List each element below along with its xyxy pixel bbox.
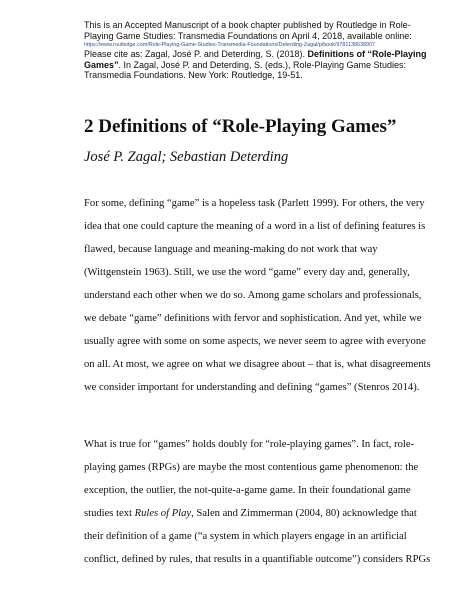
text-line: What is true for “games” holds doubly for “role-playing games”. In fact, role- xyxy=(84,439,415,450)
text-line: exception, the outlier, the not-quite-a-game game. In their foundational game xyxy=(84,485,411,496)
text-segment: , Salen and Zimmerman (2004, 80) acknowledge that xyxy=(191,508,417,519)
text-line: conflict, defined by rules, that results in a quantifiable outcome”) considers RPGs xyxy=(84,554,431,565)
text-line: For some, defining “game” is a hopeless task (Parlett 1999). For others, the very xyxy=(84,198,425,209)
accepted-manuscript-note xyxy=(84,20,427,81)
text-line: (Wittgenstein 1963). Still, we use the word “game” every day and, generally, xyxy=(84,267,410,278)
note-line: Playing Game Studies: Transmedia Foundations on April 4, 2018, available online: xyxy=(84,30,412,41)
text-line: understand each other when we do so. Among game scholars and professionals, xyxy=(84,290,422,301)
citation-line xyxy=(84,60,414,71)
publisher-link[interactable]: https://www.routledge.com/Role-Playing-Game-Studies-Transmedia-Foundations/Deterding-Zagal/p/book/9781138638907 xyxy=(84,42,375,48)
citation-line: Transmedia Foundations. New York: Routledge, 19-51. xyxy=(84,70,303,80)
text-line: idea that one could capture the meaning of a word in a list of defining features is xyxy=(84,221,426,232)
citation-title: Definitions of “Role-Playing xyxy=(307,49,427,59)
text-segment: studies text xyxy=(84,508,135,519)
note-line: This is an Accepted Manuscript of a book chapter published by Routledge in Role- xyxy=(84,20,411,30)
paragraph-1 xyxy=(84,192,431,399)
text-line: usually agree with some on some aspects, we never seem to agree with everyone xyxy=(84,336,426,347)
text-line: on all. At most, we agree on what we disagree about – that is, what disagreements xyxy=(84,359,431,370)
text-line xyxy=(84,502,417,525)
text-line: their definition of a game (“a system in which players engage in an artificial xyxy=(84,531,407,542)
citation-prefix: Please cite as: Zagal, José P. and Deterding, S. (2018). xyxy=(84,49,308,59)
book-title: Rules of Play xyxy=(134,508,192,519)
chapter-title: 2 Definitions of “Role-Playing Games” xyxy=(84,116,397,137)
text-line: we debate “game” definitions with fervor and sophistication. And yet, while we xyxy=(84,313,422,324)
chapter-authors: José P. Zagal; Sebastian Deterding xyxy=(84,149,289,165)
citation-title-end: Games” xyxy=(84,59,119,70)
text-line: flawed, because language and meaning-making do not work that way xyxy=(84,244,378,255)
text-line: we consider important for understanding and defining “games” (Stenros 2014). xyxy=(84,382,420,393)
citation-line xyxy=(84,49,427,60)
paragraph-2 xyxy=(84,433,431,571)
text-line: playing games (RPGs) are maybe the most contentious game phenomenon: the xyxy=(84,462,419,473)
citation-rest: . In Zagal, José P. and Deterding, S. (eds.), Role-Playing Game Studies: xyxy=(118,59,407,70)
